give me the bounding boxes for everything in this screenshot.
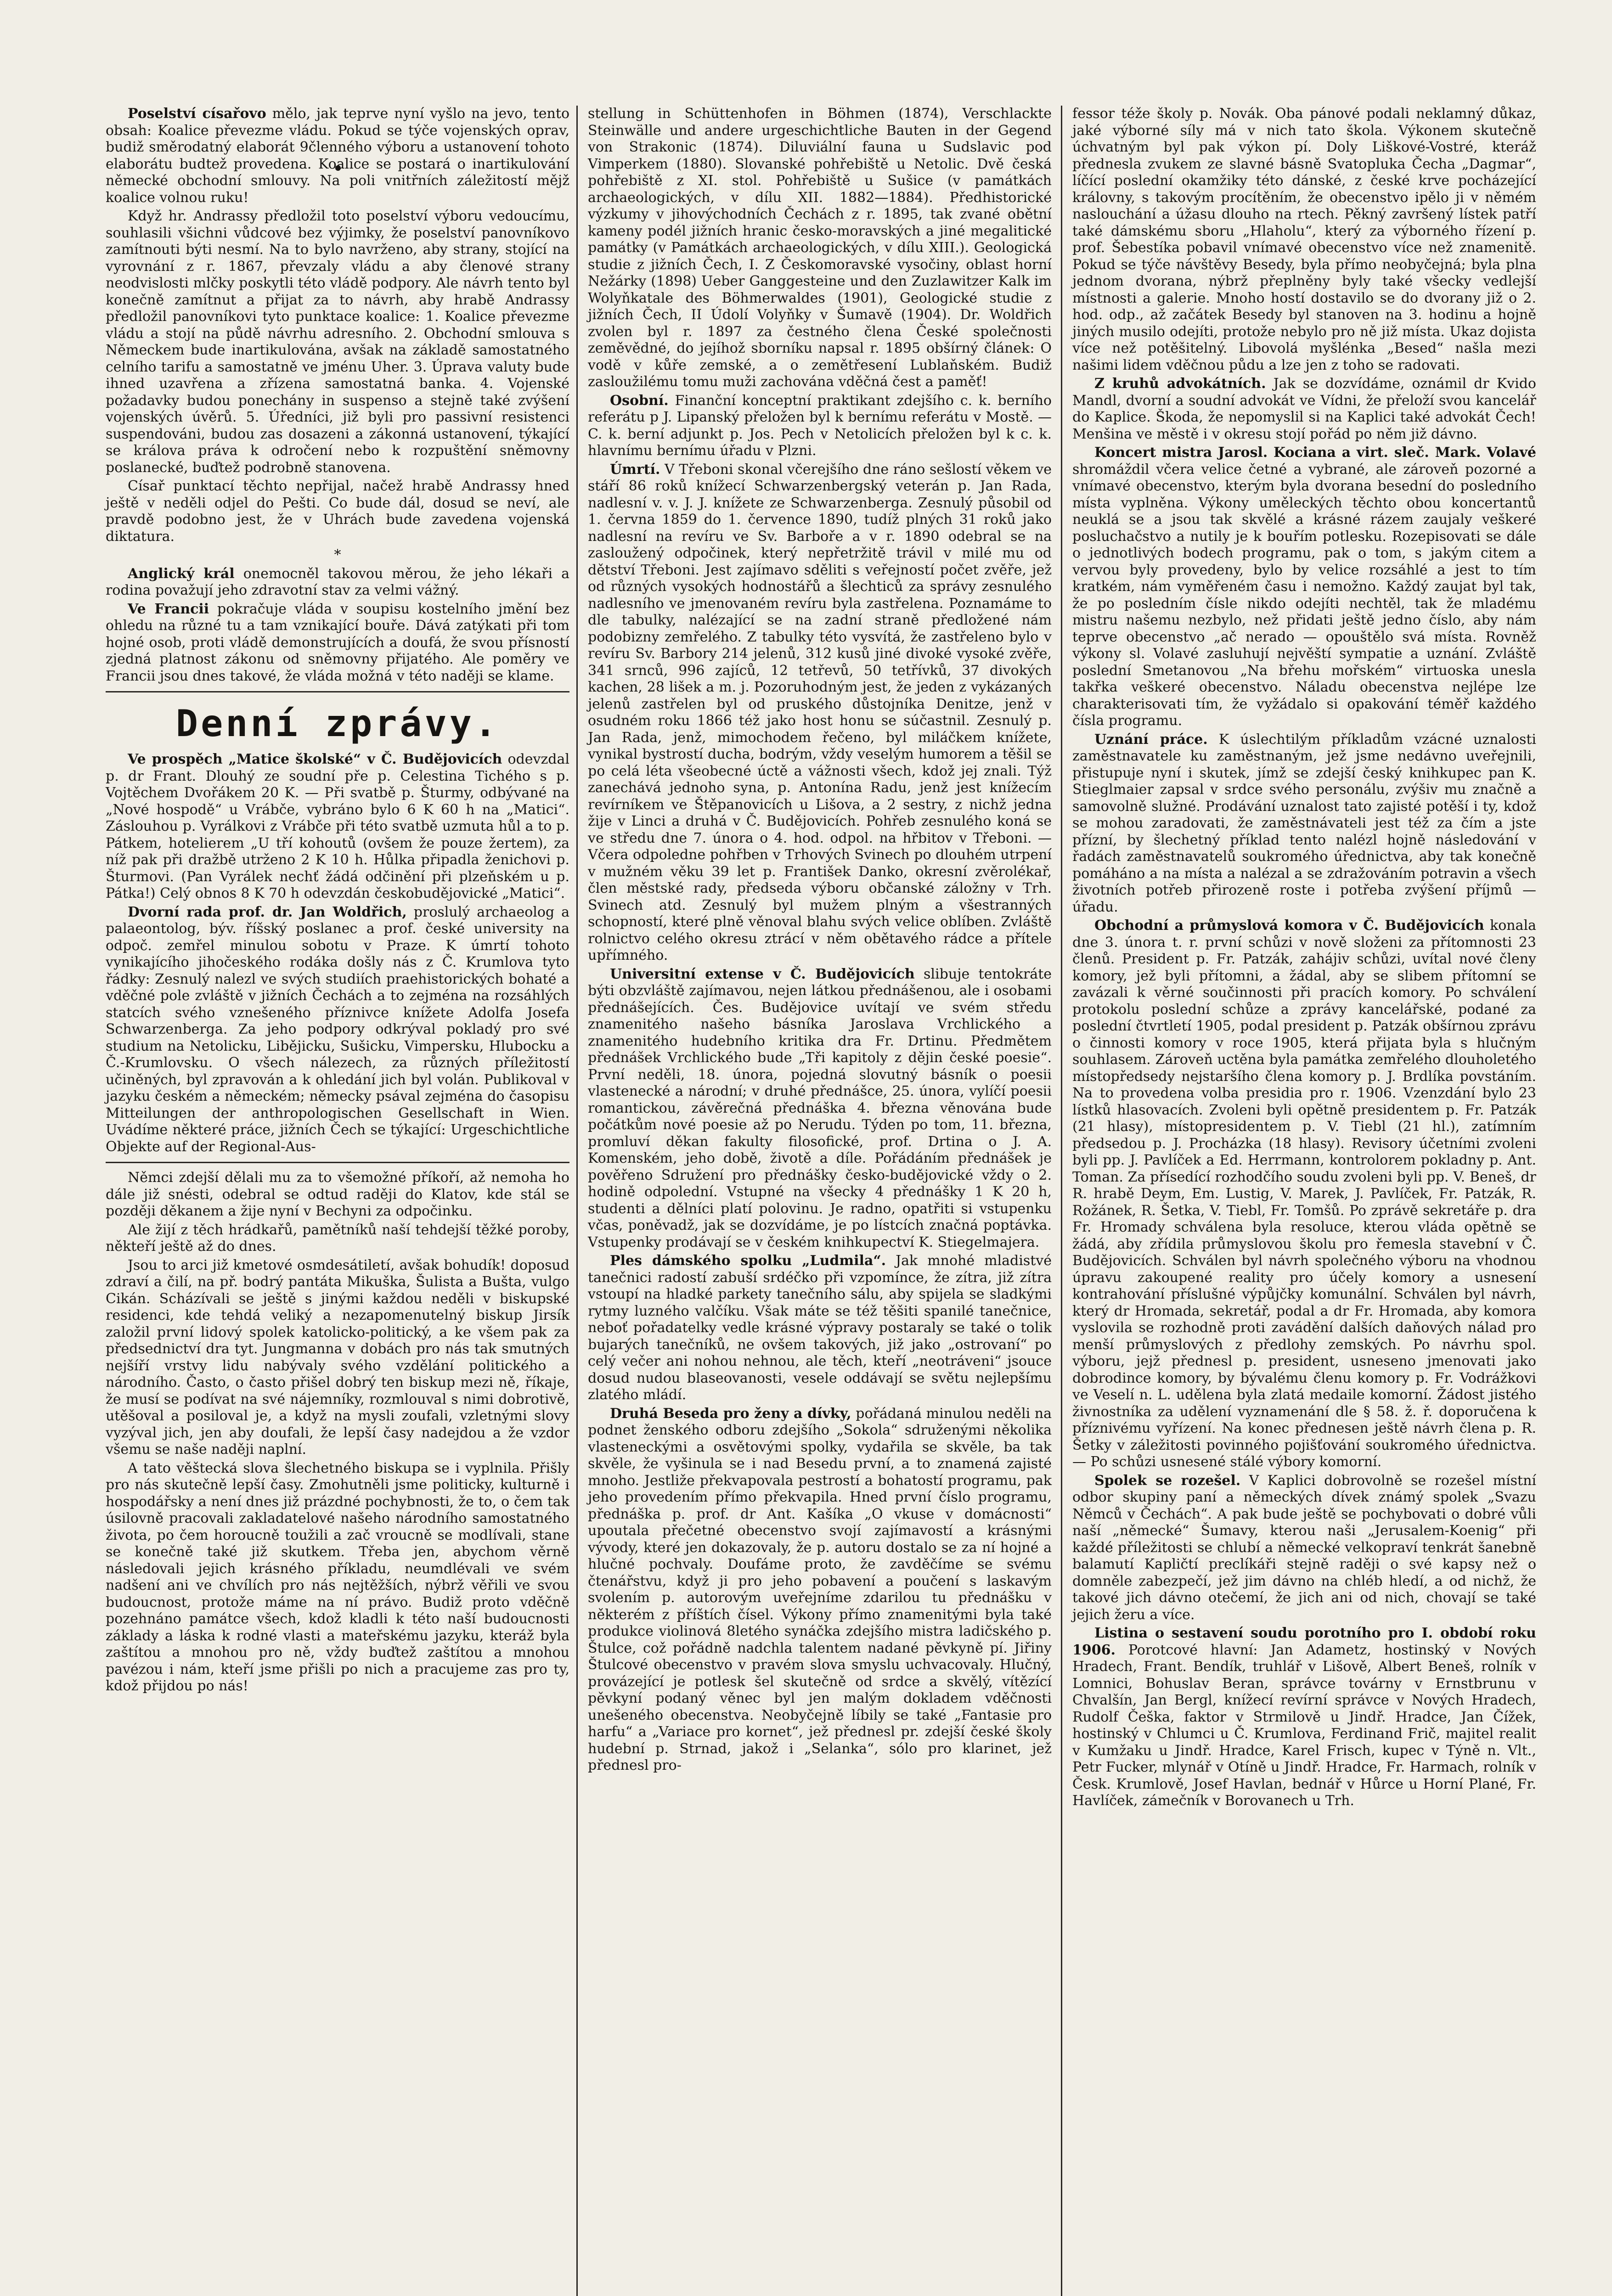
separator-star: * (334, 547, 341, 563)
article-matice: Ve prospěch „Matice školské“ v Č. Budějovicích odevzdal p. dr Frant. Dlouhý ze soudní pře p. Celestina Tichého s p. Vojtěchem Dvořákem 20 K. — Při svatbě p. Šturmy, odbývané na „Nové hospodě“ u Vrábče, vybráno bylo 6 K 60 h na „Matici“. Záslouhou p. Vyrálkovi z Vrábče při této svatbě uzmuta hůl a to p. Pátkem, hotelierem „U tří kohoutů (ovšem že pouze žertem), za níž pak při dražbě utrženo 2 K 10 h. Hůlka připadla ženichovi p. Šturmovi. (Pan Vyrálek nechť žádá odčinění při plzeňském u p. Pátka!) Celý obnos 8 K 70 h odevzdán českobudějovické „Matici“. (106, 751, 569, 901)
article-emperor-end: Císař punktací těchto nepřijal, načež hrabě Andrassy hned ještě v neděli odjel do Pešti. Co bude dál, dosud se neví, ale pravdě podobno jest, že v Uhrách bude zavedena vojenská diktatura. (106, 478, 569, 545)
article-death: Úmrtí. V Třeboni skonal včerejšího dne ráno sešlostí věkem ve stáří 86 roků knížecí Schwarzenbergský veterán p. Jan Rada, nadlesní v. v. J. J. knížete ze Schwarzenberga. Zesnulý působil od 1. června 1859 do 1. července 1890, tudíž plných 31 roků jako nadlesní na revíru ve Sv. Barboře a v r. 1890 odebral se na zasloužený odpočinek, který nepřetržitě trávil v milé mu od dětství Třeboni. Jest zajímavo sděliti s veřejností počet zvěře, jež od různých vysokých hodnostářů a šlechticů za správy zesnulého nadlesního ve jmenovaném revíru byla zastřelena. Poznamáme to dle tabulky, nalézající se na zadní straně předložené nám podobizny zemřelého. Z tabulky této vysvítá, že zastřeleno bylo v revíru Sv. Barbory 214 jelenů, 312 kusů jiné divoké vysoké zvěře, 341 srnců, 996 zajíců, 12 tetřevů, 50 tetřívků, 37 divokých kachen, 28 lišek a m. j. Pozoruhodným jest, že jeden z vykázaných jelenů zastřelen byl od pruského důstojníka Denitze, jenž v osudném roku 1866 též jako host honu se súčastnil. Zesnulý p. Jan Rada, jenž, mimochodem řečeno, byl miláčkem knížete, vynikal bystrostí ducha, bodrým, vždy veselým humorem a těšil se po celá léta všeobecné úctě a vážnosti všech, kdož jej znali. Týž zanechává jednoho syna, p. Antonína Radu, jenž jest knížecím revírníkem ve Štěpanovicích u Lišova, a 2 sestry, z nichž jedna žije v Linci a druhá v Č. Budějovicích. Pohřeb zesnulého koná se ve středu dne 7. února o 4. hod. odpol. na hřbitov v Třeboni. — Včera odpoledne pohřben v Trhových Svinech po dlouhém utrpení v mužném věku 39 let p. František Danko, okresní zvěrolékař, člen městské rady, předseda výboru občanské záložny v Trh. Svinech atd. Zesnulý byl mužem plným a všestranných schopností, které plně věnoval blahu svých velice oblíben. Zvláště rolnictvo celého okresu ztrácí v něm obětavého rádce a přítele upřímného. (588, 461, 1052, 963)
feuilleton-p1: Němci zdejší dělali mu za to všemožné příkoří, až nemoha ho dále již snésti, odebral se odtud raději do Klatov, kde stál se později děkanem a žije nyní v Bechyni za odpočinku. (106, 1170, 569, 1219)
column-2 (588, 106, 1052, 1776)
article-club-dissolved: Spolek se rozešel. V Kaplici dobrovolně se rozešel místní odbor skupiny paní a německých dívek známý spolek „Svazu Němců v Čechách“. A pak bude ještě se pochybovati o dobré vůli naší „německé“ Šumavy, kterou naši „Jerusalem-Koenig“ při každé příležitosti se chlubí a německé velkopraví tenkrát šanebně balamutí Kapličtí preclíkáři stejně raději o své kapsy než o domněle zabezpečí, jež jim dávno na chléb hledí, a od nichž, že takové jich dávno otečemí, že jich ani od nich, chovají se také jejich žeru a více. (1072, 1472, 1537, 1623)
article-beseda: Druhá Beseda pro ženy a dívky, pořádaná minulou neděli na podnet ženského odboru zdejšího „Sokola“ sdruženými několika vlasteneckými a osvětovými spolky, vydařila se skvěle, ba tak skvěle, že vyšinula se i nad Besedu první, a to znamená zajisté mnoho. Jestliže překvapovala pestrostí a bohatostí programu, pak jeho provedením přímo překvapila. Hned první číslo programu, přednáška p. prof. dr Ant. Kašíka „O vkuse v domácnosti“ upoutala přečetné obecenstvo svojí zajímavostí a krásnými vývody, které jen dokazovaly, že p. autoru dostalo se za ní hojné a hlučné pochvaly. Doufáme proto, že zavděčíme se svému čtenářstvu, když ji pro jeho pobavení a poučení s laskavým svolením p. autorovým uveřejníme zdarilou tu přednášku v některém z příštích čísel. Výkony přímo znamenitými byla také produkce violinová 8letého synáčka zdejšího mistra ladičského p. Štulce, což pořádně nadchla talentem nadané pěvkyně pí. Jiřiny Štulcové obecenstvo v pravém slova smyslu uchvacovaly. Hlučný, provázející je potlesk šel skutečně od srdce a skvělý, vítězící pěvkyní podaný věnec byl jen malým dokladem vděčnosti unešeného obecenstva. Neobyčejně líbily se také „Fantasie pro harfu“ a „Variace pro kornet“, jež přednesl pr. zdejší české školy hudební p. Strnad, jakož i „Selanka“, sólo pro klarinet, jež přednesl pro- (588, 1405, 1052, 1773)
article-ludmila: Ples dámského spolku „Ludmila“. Jak mnohé mladistvé tanečnici radostí zabuší srdéčko při vzpomínce, že zítra, již zítra vstoupí na hladké parkety tanečního sálu, aby spijela se sladkými rytmy luzného valčíku. Však máte se též těšiti spanilé tanečnice, neboť pořadatelky vedle krásné výpravy postaraly se také o tolik bujarých tanečníků, ne ovšem takových, již jako „ostrovaní“ po celý večer ani nohou nehnou, ale těch, kteří „neotráveni“ jsouce dosud nudou blaseovanosti, vesele oddávají se světu nejlepšímu zlatého mládí. (588, 1253, 1052, 1403)
section-divider (106, 691, 569, 692)
article-emperor: Poselství císařovo mělo, jak teprve nyní vyšlo na jevo, tento obsah: Koalice převezme vládu. Pokud se týče vojenských oprav, budiž směrodatný elaborát 9členného výboru a ustanovení tohoto elaborátu budtež provedena. Koalice se postará o inartikulování německé obchodní smlouvy. Na poli vnitřních záležitostí mějž koalice volnou ruku! (106, 106, 569, 206)
feuilleton-p2: Ale žijí z těch hrádkařů, pamětníků naší tehdejší těžké poroby, někteří ještě až do dnes. (106, 1221, 569, 1255)
article-chamber: Obchodní a průmyslová komora v Č. Budějovicích konala dne 3. února t. r. první schůzi v nově složeni za přítomnosti 23 členů. President p. Fr. Patzák, zahájiv schůzi, uvítal nové členy komory, jež byli přítomni, a žádal, aby se slibem přítomní se zavázali k věrné součinnosti při pracích komory. Po schválení protokolu poslední schůze a zprávy kancelářské, podané za poslední čtvrtletí 1905, podal president p. Patzák obšírnou zprávu o činnosti komory v roce 1905, která přijata byla s hlučným souhlasem. Zároveň uctěna byla památka zemřelého dlouholetého místopředsedy nejstaršího člena komory p. J. Brdlíka povstáním. Na to provedena volba presidia pro r. 1906. Vzenzdání bylo 23 lístků hlasovacích. Zvoleni byli opětně presidentem p. Fr. Patzák (21 hlasy), místopresidentem p. V. Tiebl (21 hl.), zatímním předsedou p. J. Procházka (18 hlasy). Revisory účetními zvoleni byli pp. J. Pavlíček a Ed. Herrmann, kontrolorem pokladny p. Ant. Toman. Za přísedící rozhodčího soudu zvoleni byli pp. V. Beneš, dr R. hrabě Deym, Em. Lustig, V. Marek, J. Pavlíček, Fr. Patzák, R. Rožánek, R. Šetka, V. Tiebl, Fr. Tomšů. Po zprávě sekretáře p. dra Fr. Hromady schválena byla resoluce, kterou vláda opětně se žádá, aby zřídila průmyslovou školu pro řemesla stavební v Č. Budějovicích. Schválen byl návrh společného výboru na vhodnou úpravu zakoupené reality pro účely komory a usnesení kontrahování příslušné výpůjčky komunální. Schválen byl návrh, který dr Hromada, sekretář, podal a dr Fr. Hromada, aby komora vyslovila se rozhodně proti zavádění dalších daňových nálad pro menší průmyslových z předlohy zemských. Po návrhu spol. výboru, jejž přednesl p. president, usneseno jmenovati jako dobrodince komory, by bývalému členu komory p. Fr. Vodrážkovi ve Veselí n. L. udělena byla zlatá medaile komorní. Žádost jistého živnostníka za udělení vyznamenání dle § 58. ž. ř. doporučena k příznivému vyřízení. Na konec přednesen ještě návrh člena p. R. Šetky v záležitosti povinného pojišťování soukromého úřednictva. — Po schůzi usnesené stálé výbory komorní. (1072, 917, 1536, 1470)
article-personal: Osobní. Finanční konceptní praktikant zdejšího c. k. berního referátu p J. Lipanský přeložen byl k bernímu referátu v Mostě. — C. k. berní adjunkt p. Jos. Pech v Netolicích přeložen byl k c. k. hlavnímu bernímu úřadu v Plzni. (588, 392, 1052, 459)
column-rule-1 (576, 106, 578, 2296)
article-france: Ve Francii pokračuje vláda v soupisu kostelního jmění bez ohledu na různé tu a tam vznikající bouře. Dává zatýkati při tom hojné osob, proti vládě demonstrujících a doufá, že svou přísností zjedná platnost zákonu od sněmovny přijatého. Ale poměry ve Francii jsou dnes takové, že vláda možná v této naději se klame. (106, 601, 569, 684)
headline-emperor: Poselství císařovo (128, 106, 266, 122)
article-woldrich-cont: stellung in Schüttenhofen in Böhmen (1874), Verschlackte Steinwälle und andere urgeschichtliche Bauten in der Gegend von Strakonic (1874). Diluviální fauna u Sudslavic pod Vimperkem (1880). Slovanské pohřebiště u Netolic. Dvě česká pohřebiště z XI. stol. Pohřebiště u Sušice (v památkách archaeologických, v dílu XII. 1882—1884). Předhistorické výzkumy v jihovýchodních Čechách z r. 1895, tak zvané obětní kameny podél jižních hranic česko-moravských a jiné megalitické památky (v Památkách archaeologických, v dílu XIII.). Geologická studie z jižních Čech, I. Z Českomoravské vysočiny, oblast horní Nežárky (1898) Ueber Ganggesteine und den Zuzlawitzer Kalk im Wolyňkatale des Böhmerwaldes (1901), Geologické studie z jižních Čech, II Údolí Volyňky v Šumavě (1904). Dr. Woldřich zvolen byl r. 1897 za čestného člena České společnosti zeměvědné, do jejíhož sborníku napsal r. 1895 obšírný článek: O vodě v kůře zemské, a o zemětřesení Lublaňském. Budiž zasloužilému tomu muži zachována vděčná čest a paměť! (588, 106, 1052, 390)
column-rule-2 (1061, 106, 1062, 2296)
feuilleton-p3: Jsou to arci již kmetové osmdesátiletí, avšak bohudík! doposud zdraví a čilí, na př. bodrý pantáta Mikuška, Šulista a Bušta, vulgo Cikán. Scházívali se ještě s jinými každou neděli v biskupské residenci, kde tehdá veliký a nezapomenutelný biskup Jirsík založil první lidový spolek katolicko-politický, a ke všem pak za předsednictví dra tyt. Jungmanna v dobách pro nás tak smutných nejšíří vrstvy lidu nabývaly svého vzdělání politického a národního. Často, o často přišel dobrý ten biskup mezi ně, říkaje, že musí se podívat na své nájemníky, rozmlouval s nimi dobrotivě, utěšoval a posiloval je, a když na mysli zoufali, vzletnými slovy vyzýval jich, jen aby doufali, že lepší časy nadejdou a že vzdor všemu se naše naději naplní. (106, 1257, 569, 1458)
section-title: Denní zprávy. (175, 702, 500, 745)
feuilleton-divider (106, 1162, 569, 1163)
article-beseda-cont: fessor téže školy p. Novák. Oba pánové podali neklamný důkaz, jaké výborné síly má v nich tato škola. Výkonem skutečně úchvatným byl pak výkon pí. Doly Liškové-Vostré, kteráž přednesla zvukem ze slavné básně Svatopluka Čecha „Dagmar“, líčící poslední okamžiky této dánské, z české krve pocházející královny, s takovým procítěním, že obecenstvo ipělo ji v němém naslouchání a úžasu dlouho na rtech. Pěkný završený lístek patří také dámskému sboru „Hlaholu“, který za výborného řízení p. prof. Šebestíka pobavil vnímavé obecenstvo více než znamenitě. Pokud se týče návštěvy Besedy, byla přímo neobyčejná; byla plna jednom dvorana, nýbrž přeplněny byly také všecky vedlejší místnosti a galerie. Mnoho hostí dostavilo se do dvorany již o 2. hod. odp., až začátek Besedy byl stanoven na 3. hodinu a hojně jiných musilo odejíti, protože nebylo pro ně již místa. Ukaz dojista více než potěšitelný. Libovolá myšlénka „Besed“ našla mezi našimi lidem vděčnou půdu a lze jen z toho se radovati. (1072, 106, 1536, 373)
article-andrassy: Když hr. Andrassy předložil toto poselství výboru vedoucímu, souhlasili všichni vůdcové bez výjimky, že poselství panovníkovo zamítnouti býti nesmí. Na to bylo navrženo, aby strany, stojící na vyrovnání z r. 1867, převzaly vládu a aby členové strany neodvislosti mlčky poskytli této vládě podpory. Ale návrh tento byl konečně zamítnut a přijat za to návrh, aby hrabě Andrassy předložil panovníkovi tyto punktace koalice: 1. Koalice převezme vládu a stojí na půdě návrhu adresního. 2. Obchodní smlouva s Německem bude inartikulována, avšak na základě samostatného celního tarifu a samostatně ve jménu Uher. 3. Úprava valuty bude ihned uzavřena a zřízena samostatná banka. 4. Vojenské požadavky budou ponechány in suspenso a stejně také zvýšení vojenských úvěrů. 5. Úředníci, již byli pro passivní resistenci suspendováni, budou zas dosazeni a zákonná ustanovení, týkající se králova práva k odročení nebo k rozpuštění sněmovny poslanecké, buďtež podrobně stanovena. (106, 208, 569, 476)
article-jury-list: Listina o sestavení soudu porotního pro I. období roku 1906. Porotcové hlavní: Jan Adametz, hostinský v Nových Hradech, Frant. Bendík, truhlář v Lišově, Albert Beneš, rolník v Lomnici, Bohuslav Beran, správce továrny v Ernstbrunu v Chvalšín, Jan Bergl, knížecí revírní správce v Nových Hradech, Rudolf Češka, faktor v Strmilově u Jindř. Hradce, Jan Čížek, hostinský v Chlumci u Č. Krumlova, Ferdinand Frič, majitel realit v Kumžaku u Jindř. Hradce, Karel Frisch, kupec v Týně n. Vlt., Petr Fucker, mlynář v Otíně u Jindř. Hradce, Fr. Harmach, rolník v Česk. Krumlově, Josef Havlan, bednář v Hůrce u Horní Plané, Fr. Havlíček, zámečník v Borovanech u Trh. (1072, 1625, 1536, 1809)
column-1 (106, 106, 569, 1697)
column-3 (1072, 106, 1536, 1812)
article-english-king: Anglický král onemocněl takovou měrou, že jeho lékaři a rodina považují jeho zdravotní stav za velmi vážný. (106, 565, 569, 598)
feuilleton-p4: A tato věštecká slova šlechetného biskupa se i vyplnila. Přišly pro nás skutečně lepší časy. Zmohutněli jsme politicky, kulturně i hospodářsky a není dnes již prázdné pochybnosti, že to, o čem tak úsilovně pracovali zakladatelové našeho národního samostatného života, po čem horoucně toužili a zač vroucně se modlívali, stane se konečně také již skutkem. Třeba jen, abychom věrně následovali jejich krásného příkladu, neumdlévali ve svém nadšení ani ve chvílích pro nás nejtěžších, nýbrž věřili ve svou budoucnost, protože máme na ní právo. Budiž proto vděčně pozehnáno památce všech, kdož kladli k této naší budoucnosti základy a láska k rodné vlasti a mateřskému jazyku, kteráž byla zaštítou a mnohou pro ně, vždy buďtež zaštítou a mnohou pavézou i nám, kteří jsme přišli po nich a pracujeme zas pro ty, kdož přijdou po nás! (106, 1460, 569, 1694)
newspaper-page (78, 106, 1557, 2296)
article-woldrich: Dvorní rada prof. dr. Jan Woldřich, proslulý archaeolog a palaeontolog, býv. říšský poslanec a prof. české university na odpoč. zemřel minulou sobotu v Praze. K úmrtí tohoto vynikajícího jihočeského rodáka došly nás z Č. Krumlova tyto řádky: Zesnulý nalezl ve svých studiích praehistorických bohaté a vděčné pole zvláště v jižních Čechách a to zejména na rozsáhlých statcích svého vznešeného příznivce knížete Adolfa Josefa Schwarzenberga. Za jeho podpory odkrýval pokladý pro své studium na Netolicku, Libějicku, Sušicku, Vimpersku, Hlubocku a Č.-Krumlovsku. O všech nálezech, za různých příležitostí učiněných, byl zpravován a k ohledání jich byl volán. Publikoval v jazyku českém a německém; německy psával zejména do časopisu Mitteilungen der anthropologischen Gesellschaft in Wien. Uvádíme některé práce, jižních Čech se týkající: Urgeschichtliche Objekte auf der Regional-Aus- (106, 904, 569, 1155)
article-concert: Koncert mistra Jarosl. Kociana a virt. sleč. Mark. Volavé shromáždil včera velice četné a vybrané, ale zároveň pozorné a vnímavé obecenstvo, kterým byla dvorana besední do posledního místa vyplněna. Výkony uměleckých těchto obou koncertantů neuklá se a jsou tak skvělé a krásné rázem zaujaly veškeré posluchačstvo a nutily je k bouřím potlesku. Rozepisovati se dále o jednotlivých bodech programu, pak o tom, s jakým citem a vervou byly provedeny, bylo by velice rozsáhlé a jest to tím kratkém, nám vyměřeném času i nemožno. Každý zaujat byl tak, že po posledním čísle nikdo odejíti nechtěl, tak že mladému mistru našemu nezbylo, než přidati ještě jedno číslo, aby nám teprve obecenstvo „ač nerado — opouštělo svá místa. Rovněž výkony sl. Volavé zasluhují nejvěští sympatie a uznání. Zvláště poslední Smetanovou „Na břehu mořském“ virtuoska unesla takřka veškeré obecenstvo. Náladu obecenstva nejlépe lze charakterisovati tím, že vyžádalo si opakování téměř každého čísla programu. (1072, 445, 1536, 729)
article-university: Universitní extense v Č. Budějovicích slibuje tentokráte býti obzvláště zajímavou, nejen látkou přednášenou, ale i osobami přednášejících. Čes. Budějovice uvítají ve svém středu znamenitého našeho básníka Jaroslava Vrchlického a znamenitého hudebního kritika dra Fr. Drtinu. Předmětem přednášek Vrchlického bude „Tři kapitoly z dějin české poesie“. První neděli, 18. února, pojedná slovutný básník o poesii vlastenecké a národní; v druhé přednášce, 25. února, vylíčí poesii romantickou, závěrečná přednáška 4. března věnována bude počátkům nové poesie až po Nerudu. Týden po tom, 11. března, promluví děkan fakulty filosofické, prof. Drtina o J. A. Komenském, jeho době, životě a díle. Pořádáním přednášek je pověřeno Sdružení pro přednášky česko-budějovické vždy o 2. hodině odpolední. Vstupné na všecky 4 přednášky 1 K 20 h, studenti a dělníci platí polovinu. Je radno, opatřiti si vstupenku včas, poněvadž, jak se dozvídáme, je po lístcích značná poptávka. Vstupenky prodávají se v českém knihkupectví K. Stiegelmajera. (588, 966, 1052, 1250)
article-advocates: Z kruhů advokátních. Jak se dozvídáme, oznámil dr Kvido Mandl, dvorní a soudní advokát ve Vídni, že přeloží svou kancelář do Kaplice. Škoda, že nepomyslil si na Kaplici také advokát Čech! Menšina ve městě i v okresu stojí pořád po něm již dávno. (1072, 376, 1536, 442)
article-work-recognition: Uznání práce. K úslechtilým příkladům vzácné uznalosti zaměstnavatele ku zaměstnaným, jež jsme nedávno uveřejnili, přistupuje nyní i skutek, jímž se zdejší český knihkupec pan K. Stieglmaier zapsal v srdce svého personálu, zvýšiv mu značně a samovolně služné. Prodávání uznalost tato zajisté potěší i ty, kdož se mohou zaradovati, že zaměstnávateli jest též za čím a jste přízní, by šlechetný příklad tento nalézl hojně následování v řadách zaměstnavatelů soukromého úřednictva, aby tak konečně pomáháno a na místa a nalézal a se zdražováním potravin a všech životních potřeb přirozeně roste i potřeba zvýšení příjmů — úřadu. (1072, 731, 1536, 915)
